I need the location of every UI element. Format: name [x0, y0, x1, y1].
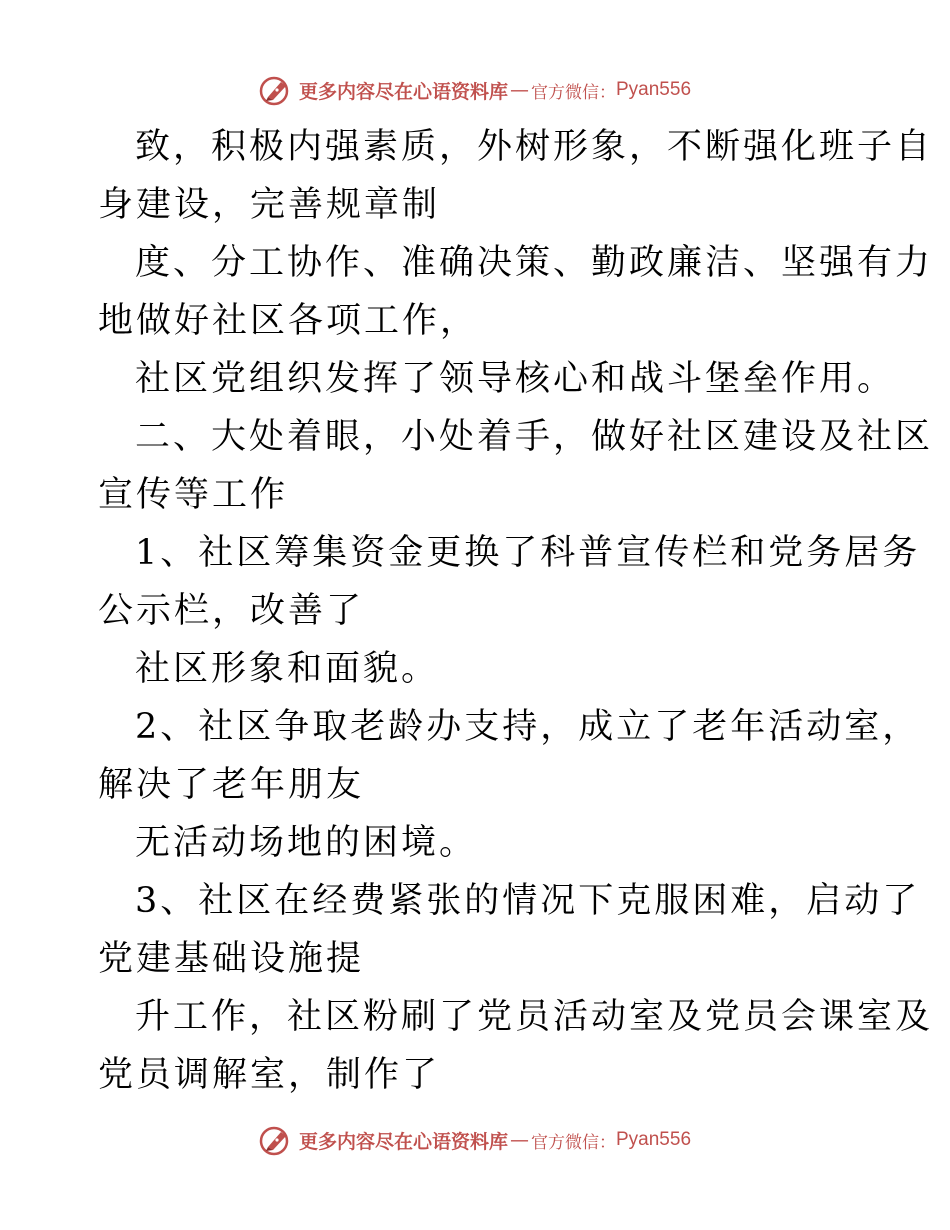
banner-wechat-id: Pyan556 — [616, 1129, 692, 1150]
text-line: 度、分工协作、准确决策、勤政廉洁、坚强有力 — [135, 243, 934, 283]
header-banner — [0, 70, 950, 110]
banner-wechat-label: 官方微信： — [531, 82, 616, 103]
banner-wechat-label: 官方微信： — [531, 1132, 616, 1153]
pen-nib-logo-icon — [259, 1123, 293, 1157]
section-heading: 二、大处着眼，小处着手，做好社区建设及社区 — [135, 417, 934, 457]
text-line: 党建基础设施提 — [98, 939, 365, 979]
banner-main-text: 更多内容尽在心语资料库 — [298, 1130, 508, 1153]
text-line: 解决了老年朋友 — [98, 765, 365, 805]
banner-main-text: 更多内容尽在心语资料库 — [298, 80, 508, 103]
text-line: 社区形象和面貌。 — [135, 649, 440, 689]
text-line: 公示栏，改善了 — [98, 591, 365, 631]
list-item: 3、社区在经费紧张的情况下克服困难，启动了 — [135, 881, 921, 921]
text-line: 宣传等工作 — [98, 475, 289, 515]
footer-banner — [0, 1120, 950, 1160]
text-line: 党员调解室，制作了 — [98, 1055, 441, 1095]
banner-dash: — — [510, 1129, 529, 1151]
banner-wechat-id: Pyan556 — [616, 79, 692, 100]
document-body — [98, 118, 934, 1104]
list-item: 1、社区筹集资金更换了科普宣传栏和党务居务 — [135, 533, 921, 573]
list-item: 2、社区争取老龄办支持，成立了老年活动室， — [135, 707, 921, 747]
text-line: 身建设，完善规章制 — [98, 185, 441, 225]
text-line: 社区党组织发挥了领导核心和战斗堡垒作用。 — [135, 359, 896, 399]
banner-dash: — — [510, 79, 529, 101]
text-line: 致，积极内强素质，外树形象，不断强化班子自 — [135, 127, 934, 167]
text-line: 地做好社区各项工作， — [98, 301, 479, 341]
text-line: 升工作，社区粉刷了党员活动室及党员会课室及 — [135, 997, 934, 1037]
text-line: 无活动场地的困境。 — [135, 823, 478, 863]
pen-nib-logo-icon — [259, 73, 293, 107]
